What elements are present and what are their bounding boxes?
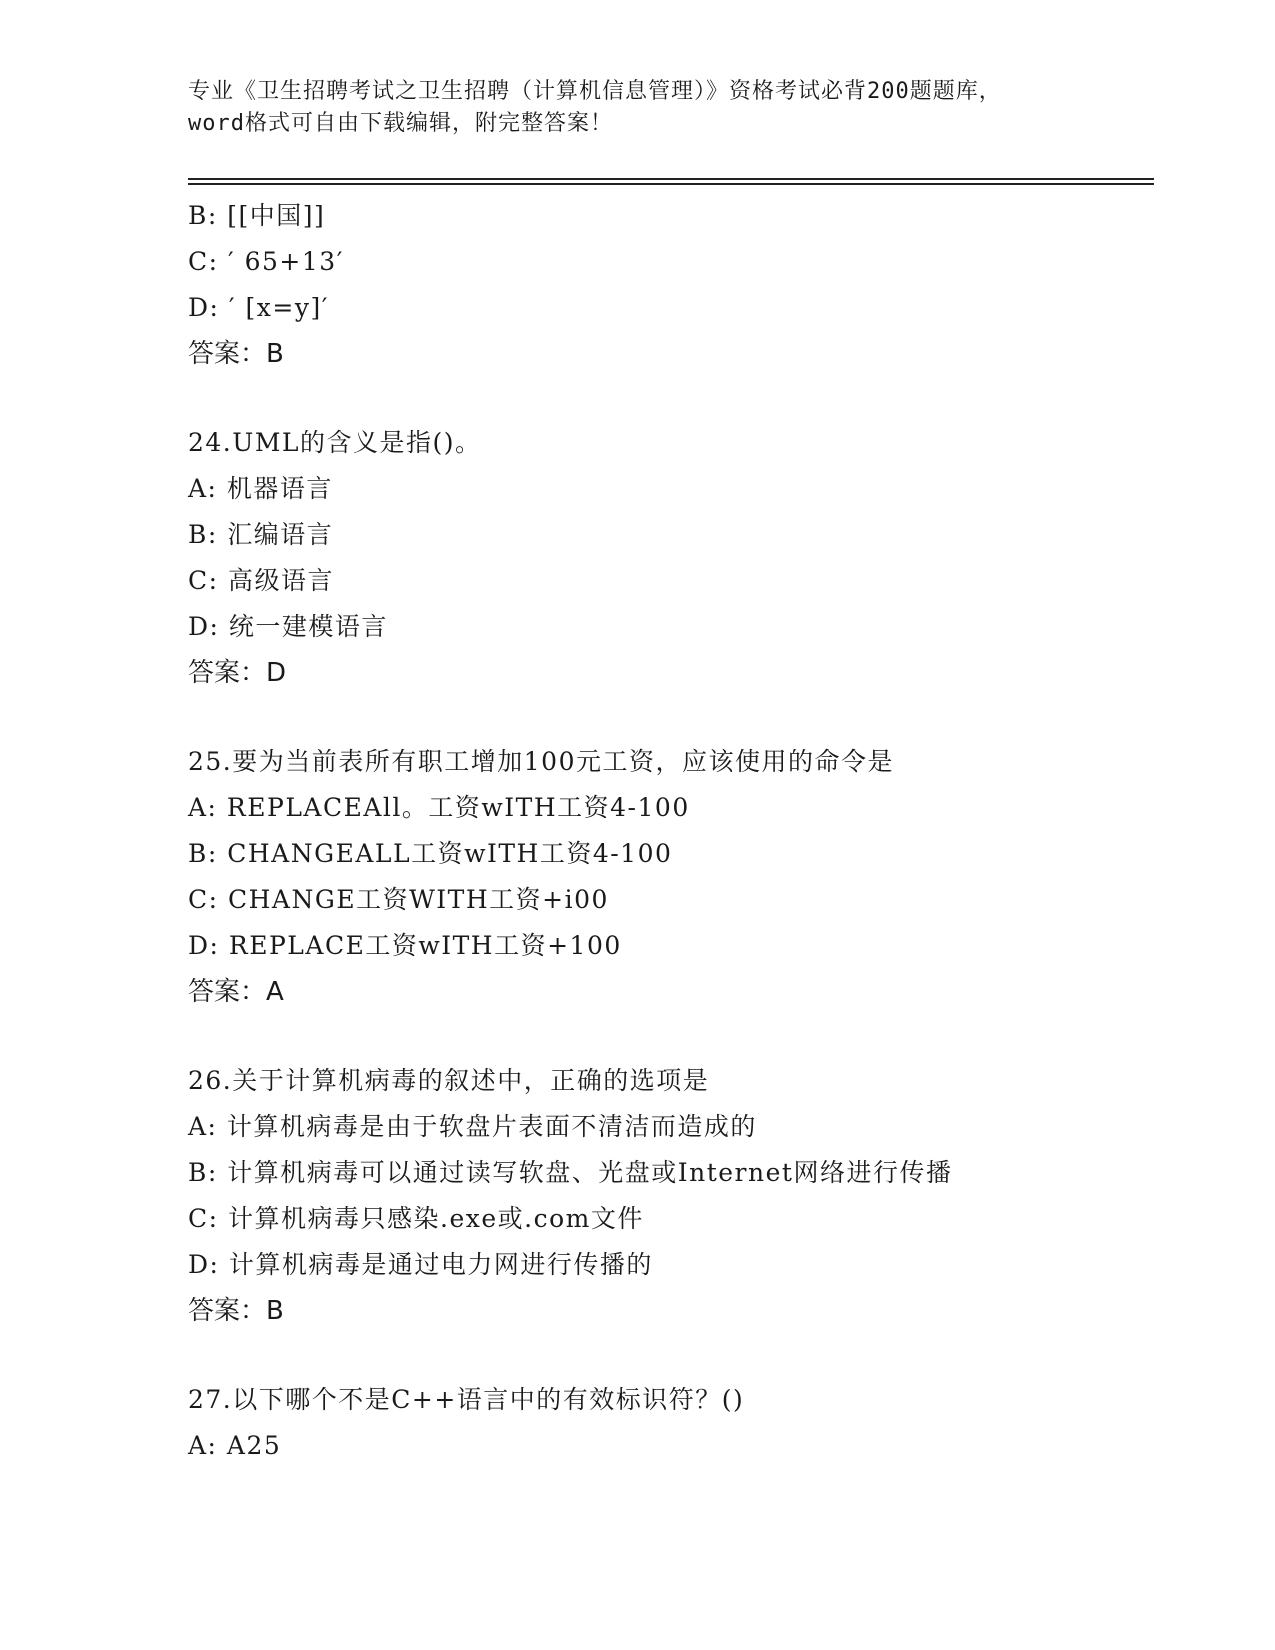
header-divider-top — [188, 178, 1154, 180]
document-header — [188, 76, 1088, 140]
answer-line: 答案：B — [188, 1296, 284, 1326]
answer-line: 答案：A — [188, 977, 284, 1007]
option-c: C: 高级语言 — [188, 566, 334, 595]
question-list — [188, 193, 1148, 1469]
option-d: D: 计算机病毒是通过电力网进行传播的 — [188, 1250, 653, 1279]
option-b: B: 汇编语言 — [188, 520, 334, 549]
question-stem: 25.要为当前表所有职工增加100元工资，应该使用的命令是 — [188, 747, 894, 776]
option-a: A: A25 — [188, 1431, 282, 1460]
option-c: C: 计算机病毒只感染.exe或.com文件 — [188, 1204, 644, 1233]
question-block — [188, 739, 1148, 1015]
option-a: A: 计算机病毒是由于软盘片表面不清洁而造成的 — [188, 1112, 757, 1141]
question-block — [188, 420, 1148, 696]
answer-line: 答案：B — [188, 339, 284, 369]
option-b: B: [[中国]] — [188, 201, 326, 230]
option-c: C: CHANGE工资WITH工资+i00 — [188, 885, 609, 914]
option-d: D: 统一建模语言 — [188, 612, 388, 641]
option-a: A: 机器语言 — [188, 474, 333, 503]
option-c: C: ′ 65+13′ — [188, 247, 344, 276]
option-b: B: CHANGEALL工资wITH工资4-100 — [188, 839, 673, 868]
question-stem: 24.UML的含义是指()。 — [188, 428, 482, 457]
header-title-line-1: 专业《卫生招聘考试之卫生招聘（计算机信息管理）》资格考试必背200题题库， — [188, 79, 1002, 104]
option-b: B: 计算机病毒可以通过读写软盘、光盘或Internet网络进行传播 — [188, 1158, 953, 1187]
option-d: D: REPLACE工资wITH工资+100 — [188, 931, 622, 960]
question-stem: 27.以下哪个不是C++语言中的有效标识符？() — [188, 1385, 745, 1414]
option-d: D: ′ [x=y]′ — [188, 293, 329, 322]
question-block — [188, 193, 1148, 377]
answer-line: 答案：D — [188, 658, 287, 688]
option-a: A: REPLACEAll。工资wITH工资4-100 — [188, 793, 690, 822]
question-block — [188, 1377, 1148, 1469]
header-divider-bottom — [188, 183, 1154, 185]
header-title-line-2: word格式可自由下载编辑，附完整答案！ — [188, 111, 613, 136]
question-stem: 26.关于计算机病毒的叙述中，正确的选项是 — [188, 1066, 710, 1095]
question-block — [188, 1058, 1148, 1334]
